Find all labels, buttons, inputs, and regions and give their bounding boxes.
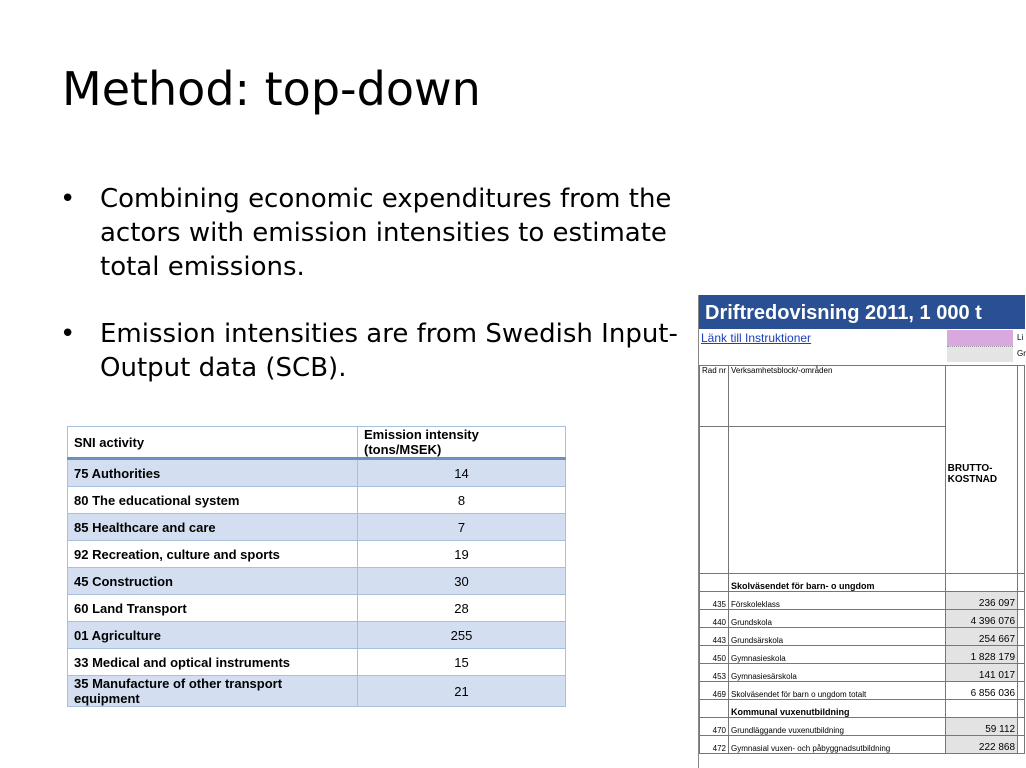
emission-intensity-table — [67, 426, 566, 707]
row-number: 435 — [700, 592, 729, 610]
row-number: 470 — [700, 718, 729, 736]
table-row — [68, 514, 566, 541]
row-number: 440 — [700, 610, 729, 628]
activity-cell: 75 Authorities — [68, 459, 358, 487]
table-row — [68, 649, 566, 676]
row-number: 453 — [700, 664, 729, 682]
row-value: 254 667 — [945, 628, 1017, 646]
bullet-dot-icon: • — [60, 184, 76, 214]
header-sni-activity: SNI activity — [68, 427, 358, 459]
excerpt-grid — [699, 365, 1025, 754]
col-rad-header: Rad nr — [700, 366, 729, 427]
table-row — [68, 622, 566, 649]
table-row — [700, 682, 1025, 700]
row-value: 141 017 — [945, 664, 1017, 682]
row-name: Gymnasieskola — [729, 646, 946, 664]
intensity-cell: 30 — [358, 568, 566, 595]
row-name: Grundskola — [729, 610, 946, 628]
row-name: Skolväsendet för barn o ungdom totalt — [729, 682, 946, 700]
table-row — [68, 676, 566, 707]
row-value: 236 097 — [945, 592, 1017, 610]
intensity-cell: 255 — [358, 622, 566, 649]
col-brutto-cell — [945, 366, 1017, 574]
row-number: 472 — [700, 736, 729, 754]
intensity-cell: 21 — [358, 676, 566, 707]
activity-cell: 35 Manufacture of other transport equipment — [68, 676, 358, 707]
section-heading: Kommunal vuxenutbildning — [729, 700, 946, 718]
excerpt-head-row — [700, 366, 1025, 427]
col-brutto-header: BRUTTO-KOSTNAD — [947, 462, 998, 485]
table-row — [700, 646, 1025, 664]
table-row — [68, 487, 566, 514]
row-name: Förskoleklass — [729, 592, 946, 610]
spreadsheet-excerpt — [698, 295, 1025, 768]
excerpt-section-row — [700, 574, 1025, 592]
bullet-text: Emission intensities are from Swedish Input-Output data (SCB). — [100, 319, 678, 383]
table-row — [700, 628, 1025, 646]
side-label-gr: Gr — [1017, 349, 1026, 358]
table-row — [700, 610, 1025, 628]
intensity-cell: 14 — [358, 459, 566, 487]
bullet-dot-icon: • — [60, 319, 76, 349]
table-header-row — [68, 427, 566, 459]
intensity-cell: 7 — [358, 514, 566, 541]
bullet-item — [60, 182, 700, 284]
table-row — [700, 592, 1025, 610]
section-heading: Skolväsendet för barn- o ungdom — [729, 574, 946, 592]
activity-cell: 01 Agriculture — [68, 622, 358, 649]
table-row — [700, 736, 1025, 754]
intensity-cell: 15 — [358, 649, 566, 676]
activity-cell: 92 Recreation, culture and sports — [68, 541, 358, 568]
row-number: 469 — [700, 682, 729, 700]
table-row — [68, 459, 566, 487]
row-name: Grundläggande vuxenutbildning — [729, 718, 946, 736]
row-name: Gymnasiesärskola — [729, 664, 946, 682]
row-value: 1 828 179 — [945, 646, 1017, 664]
bullet-list — [60, 182, 700, 418]
table-row — [700, 664, 1025, 682]
row-value: 4 396 076 — [945, 610, 1017, 628]
intensity-cell: 19 — [358, 541, 566, 568]
instructions-link[interactable]: Länk till Instruktioner — [701, 331, 812, 345]
row-value: 222 868 — [945, 736, 1017, 754]
table-row — [68, 595, 566, 622]
excerpt-section-row — [700, 700, 1025, 718]
pink-cell — [947, 330, 1013, 346]
activity-cell: 80 The educational system — [68, 487, 358, 514]
bullet-text: Combining economic expenditures from the actors with emission intensities to estimate total emissions. — [100, 184, 672, 282]
activity-cell: 45 Construction — [68, 568, 358, 595]
row-value: 59 112 — [945, 718, 1017, 736]
bullet-item — [60, 317, 700, 385]
activity-cell: 60 Land Transport — [68, 595, 358, 622]
activity-cell: 85 Healthcare and care — [68, 514, 358, 541]
excerpt-title: Driftredovisning 2011, 1 000 t — [699, 295, 1025, 329]
table-row — [68, 568, 566, 595]
col-block-header: Verksamhetsblock/-områden — [729, 366, 946, 427]
intensity-cell: 28 — [358, 595, 566, 622]
row-number: 450 — [700, 646, 729, 664]
header-emission-intensity: Emission intensity (tons/MSEK) — [358, 427, 566, 459]
table-row — [700, 718, 1025, 736]
intensity-cell: 8 — [358, 487, 566, 514]
gray-cell — [947, 346, 1013, 362]
row-name: Gymnasial vuxen- och påbyggnadsutbildning — [729, 736, 946, 754]
activity-cell: 33 Medical and optical instruments — [68, 649, 358, 676]
slide-title: Method: top-down — [62, 62, 481, 116]
row-name: Grundsärskola — [729, 628, 946, 646]
table-row — [68, 541, 566, 568]
row-number: 443 — [700, 628, 729, 646]
side-label-li: Li — [1017, 333, 1024, 342]
row-value: 6 856 036 — [945, 682, 1017, 700]
